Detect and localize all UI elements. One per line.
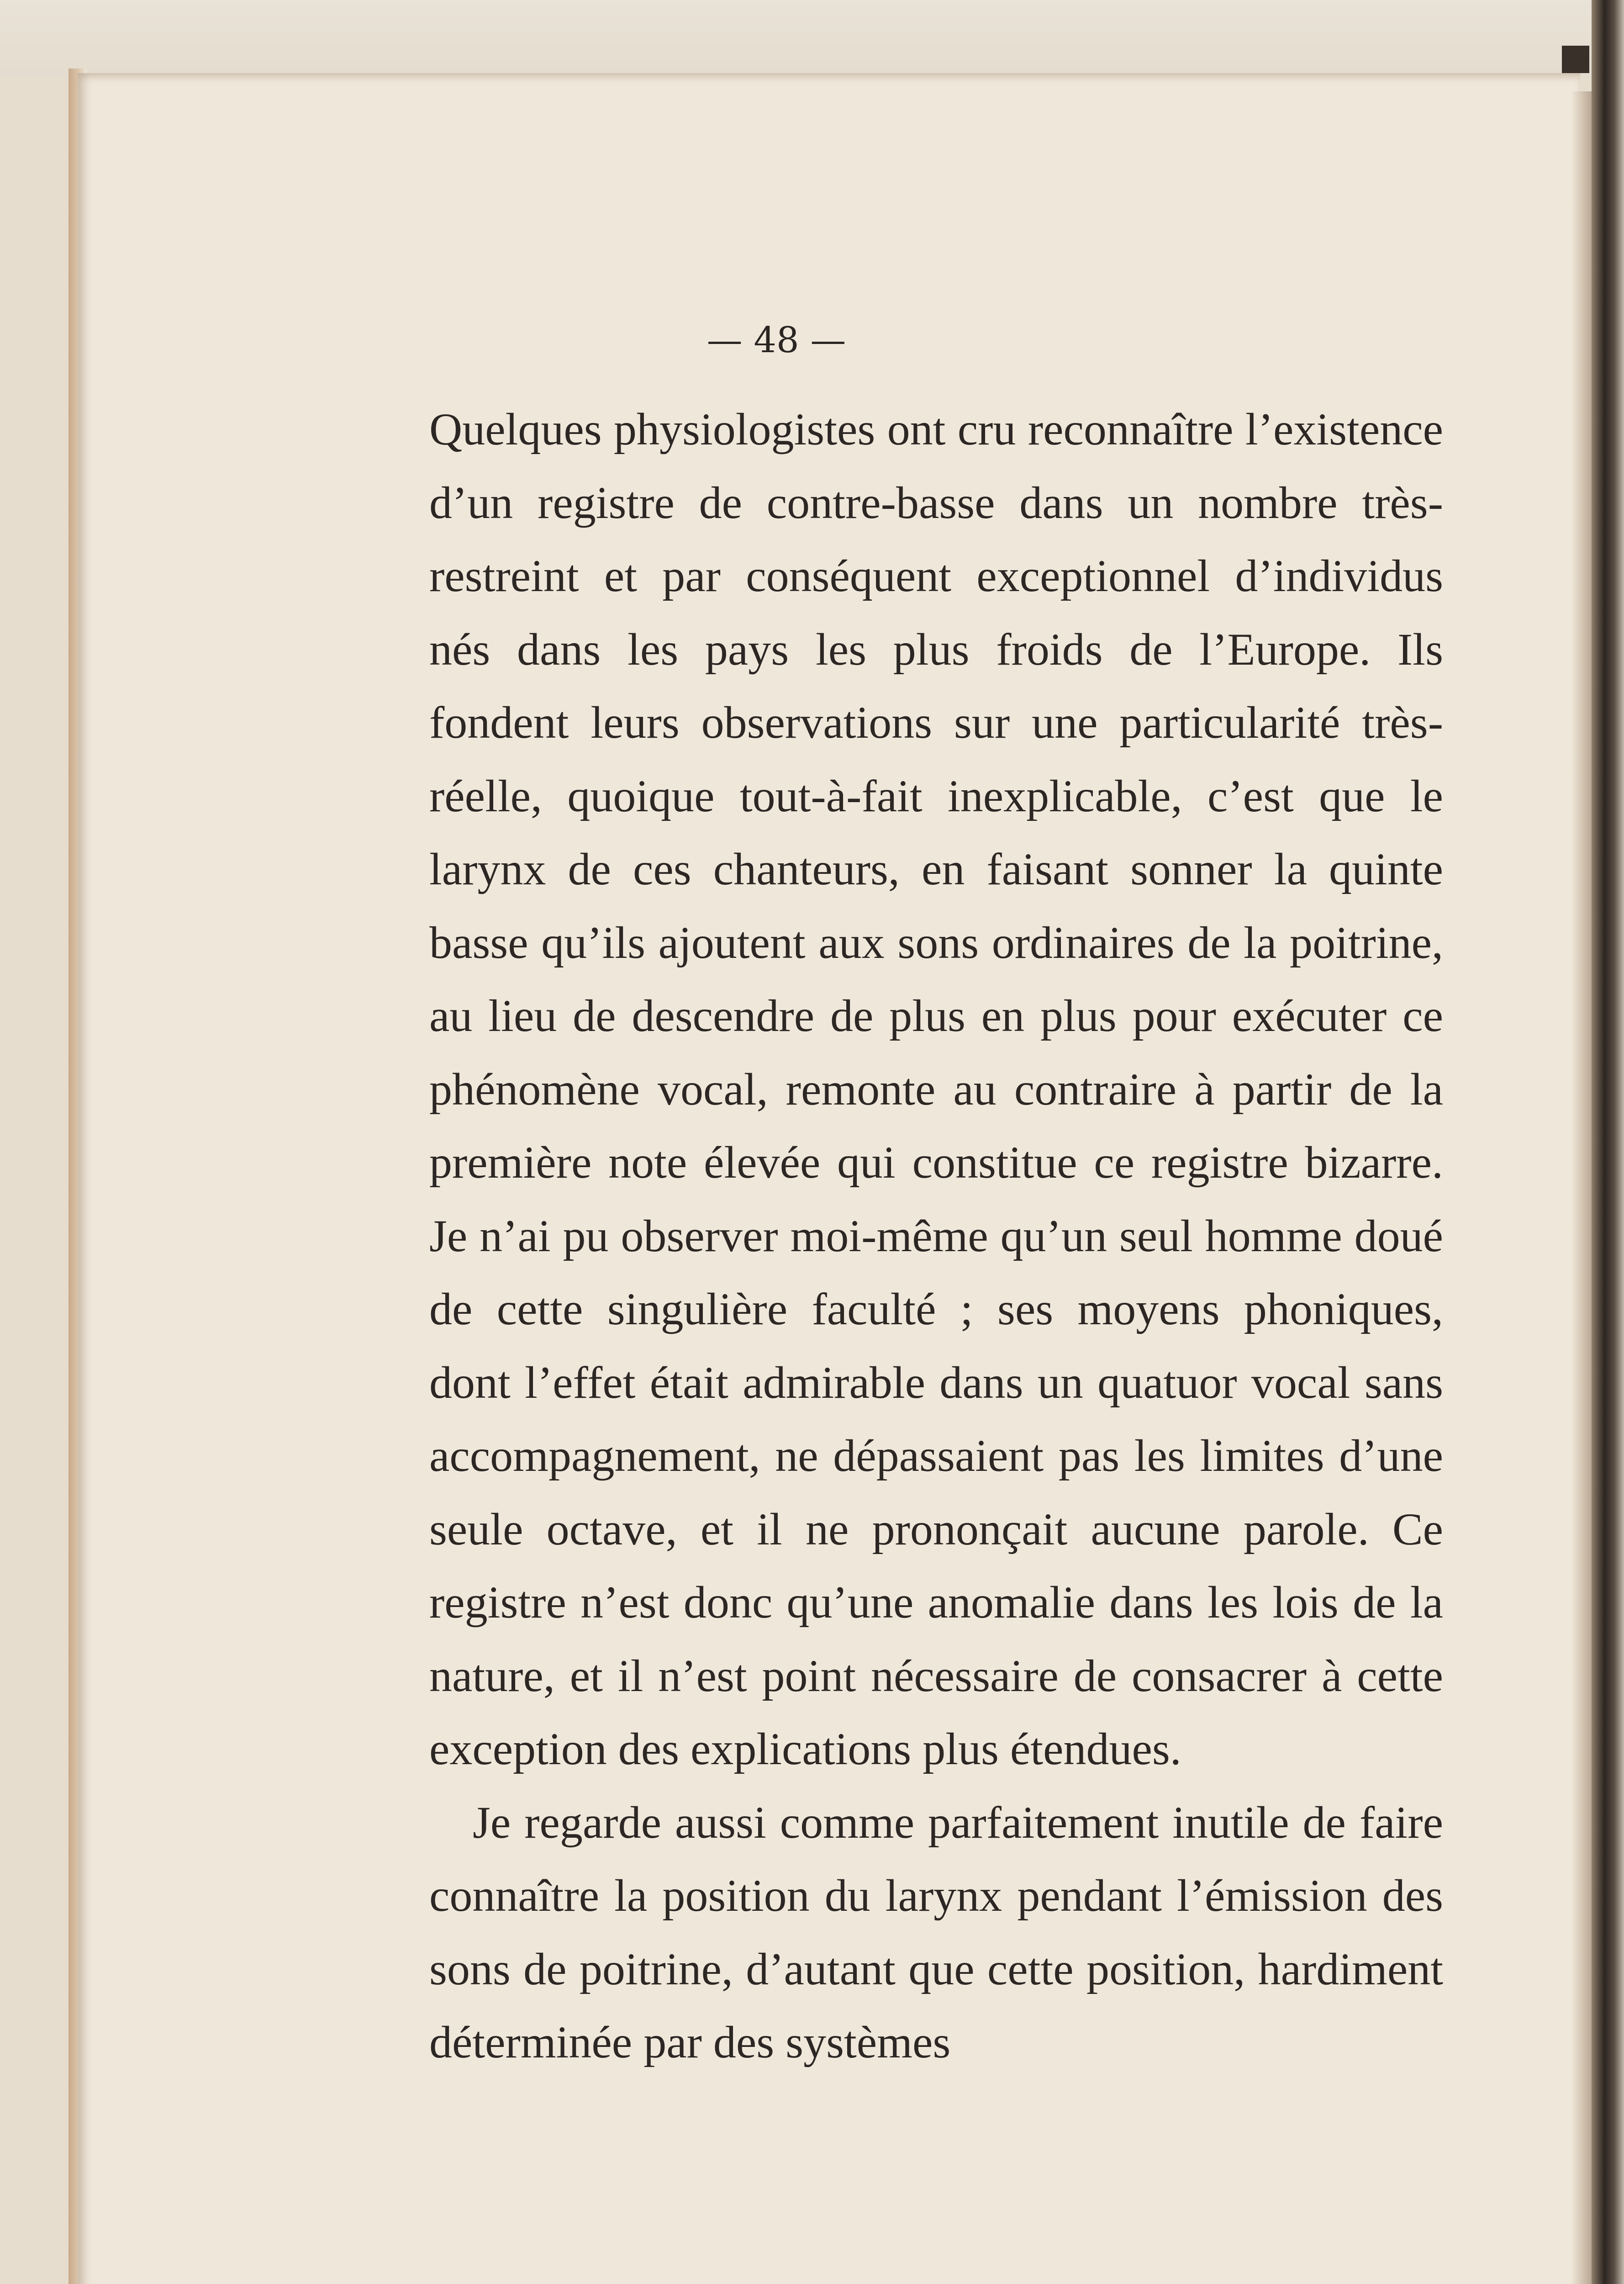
book-spine bbox=[1592, 0, 1624, 2284]
spine-notch-top bbox=[1562, 46, 1589, 73]
page-number: — 48 — bbox=[707, 320, 846, 361]
body-text bbox=[429, 393, 1443, 2079]
top-margin-shadow bbox=[0, 0, 1624, 78]
paragraph: Je regarde aussi comme parfaitement inutile de faire connaître la position du larynx pendant l’émission des sons de poitrine, d’autant que cette position, hardiment déterminée par des systèmes bbox=[429, 1797, 1443, 2067]
paragraph: Quelques physiologistes ont cru reconnaître l’existence d’un registre de contre-basse dans un nombre très-restreint et par conséquent exceptionnel d’individus nés dans les pays les plus froids de l’Europe. Ils fondent leurs observations sur une particularité très-réelle, quoique tout-à-fait inexplicable, c’est que le larynx de ces chanteurs, en faisant sonner la quinte basse qu’ils ajoutent aux sons ordinaires de la poitrine, au lieu de descendre de plus en plus pour exécuter ce phénomène vocal, remonte au contraire à partir de la première note élevée qui constitue ce registre bizarre. Je n’ai pu observer moi-même qu’un seul homme doué de cette singulière faculté ; ses moyens phoniques, dont l’effet était admirable dans un quatuor vocal sans accompagnement, ne dépassaient pas les limites d’une seule octave, et il ne prononçait aucune parole. Ce registre n’est donc qu’une anomalie dans les lois de la nature, et il n’est point nécessaire de consacrer à cette exception des explications plus étendues. bbox=[429, 404, 1443, 1774]
page-right-edge bbox=[1571, 91, 1592, 2284]
